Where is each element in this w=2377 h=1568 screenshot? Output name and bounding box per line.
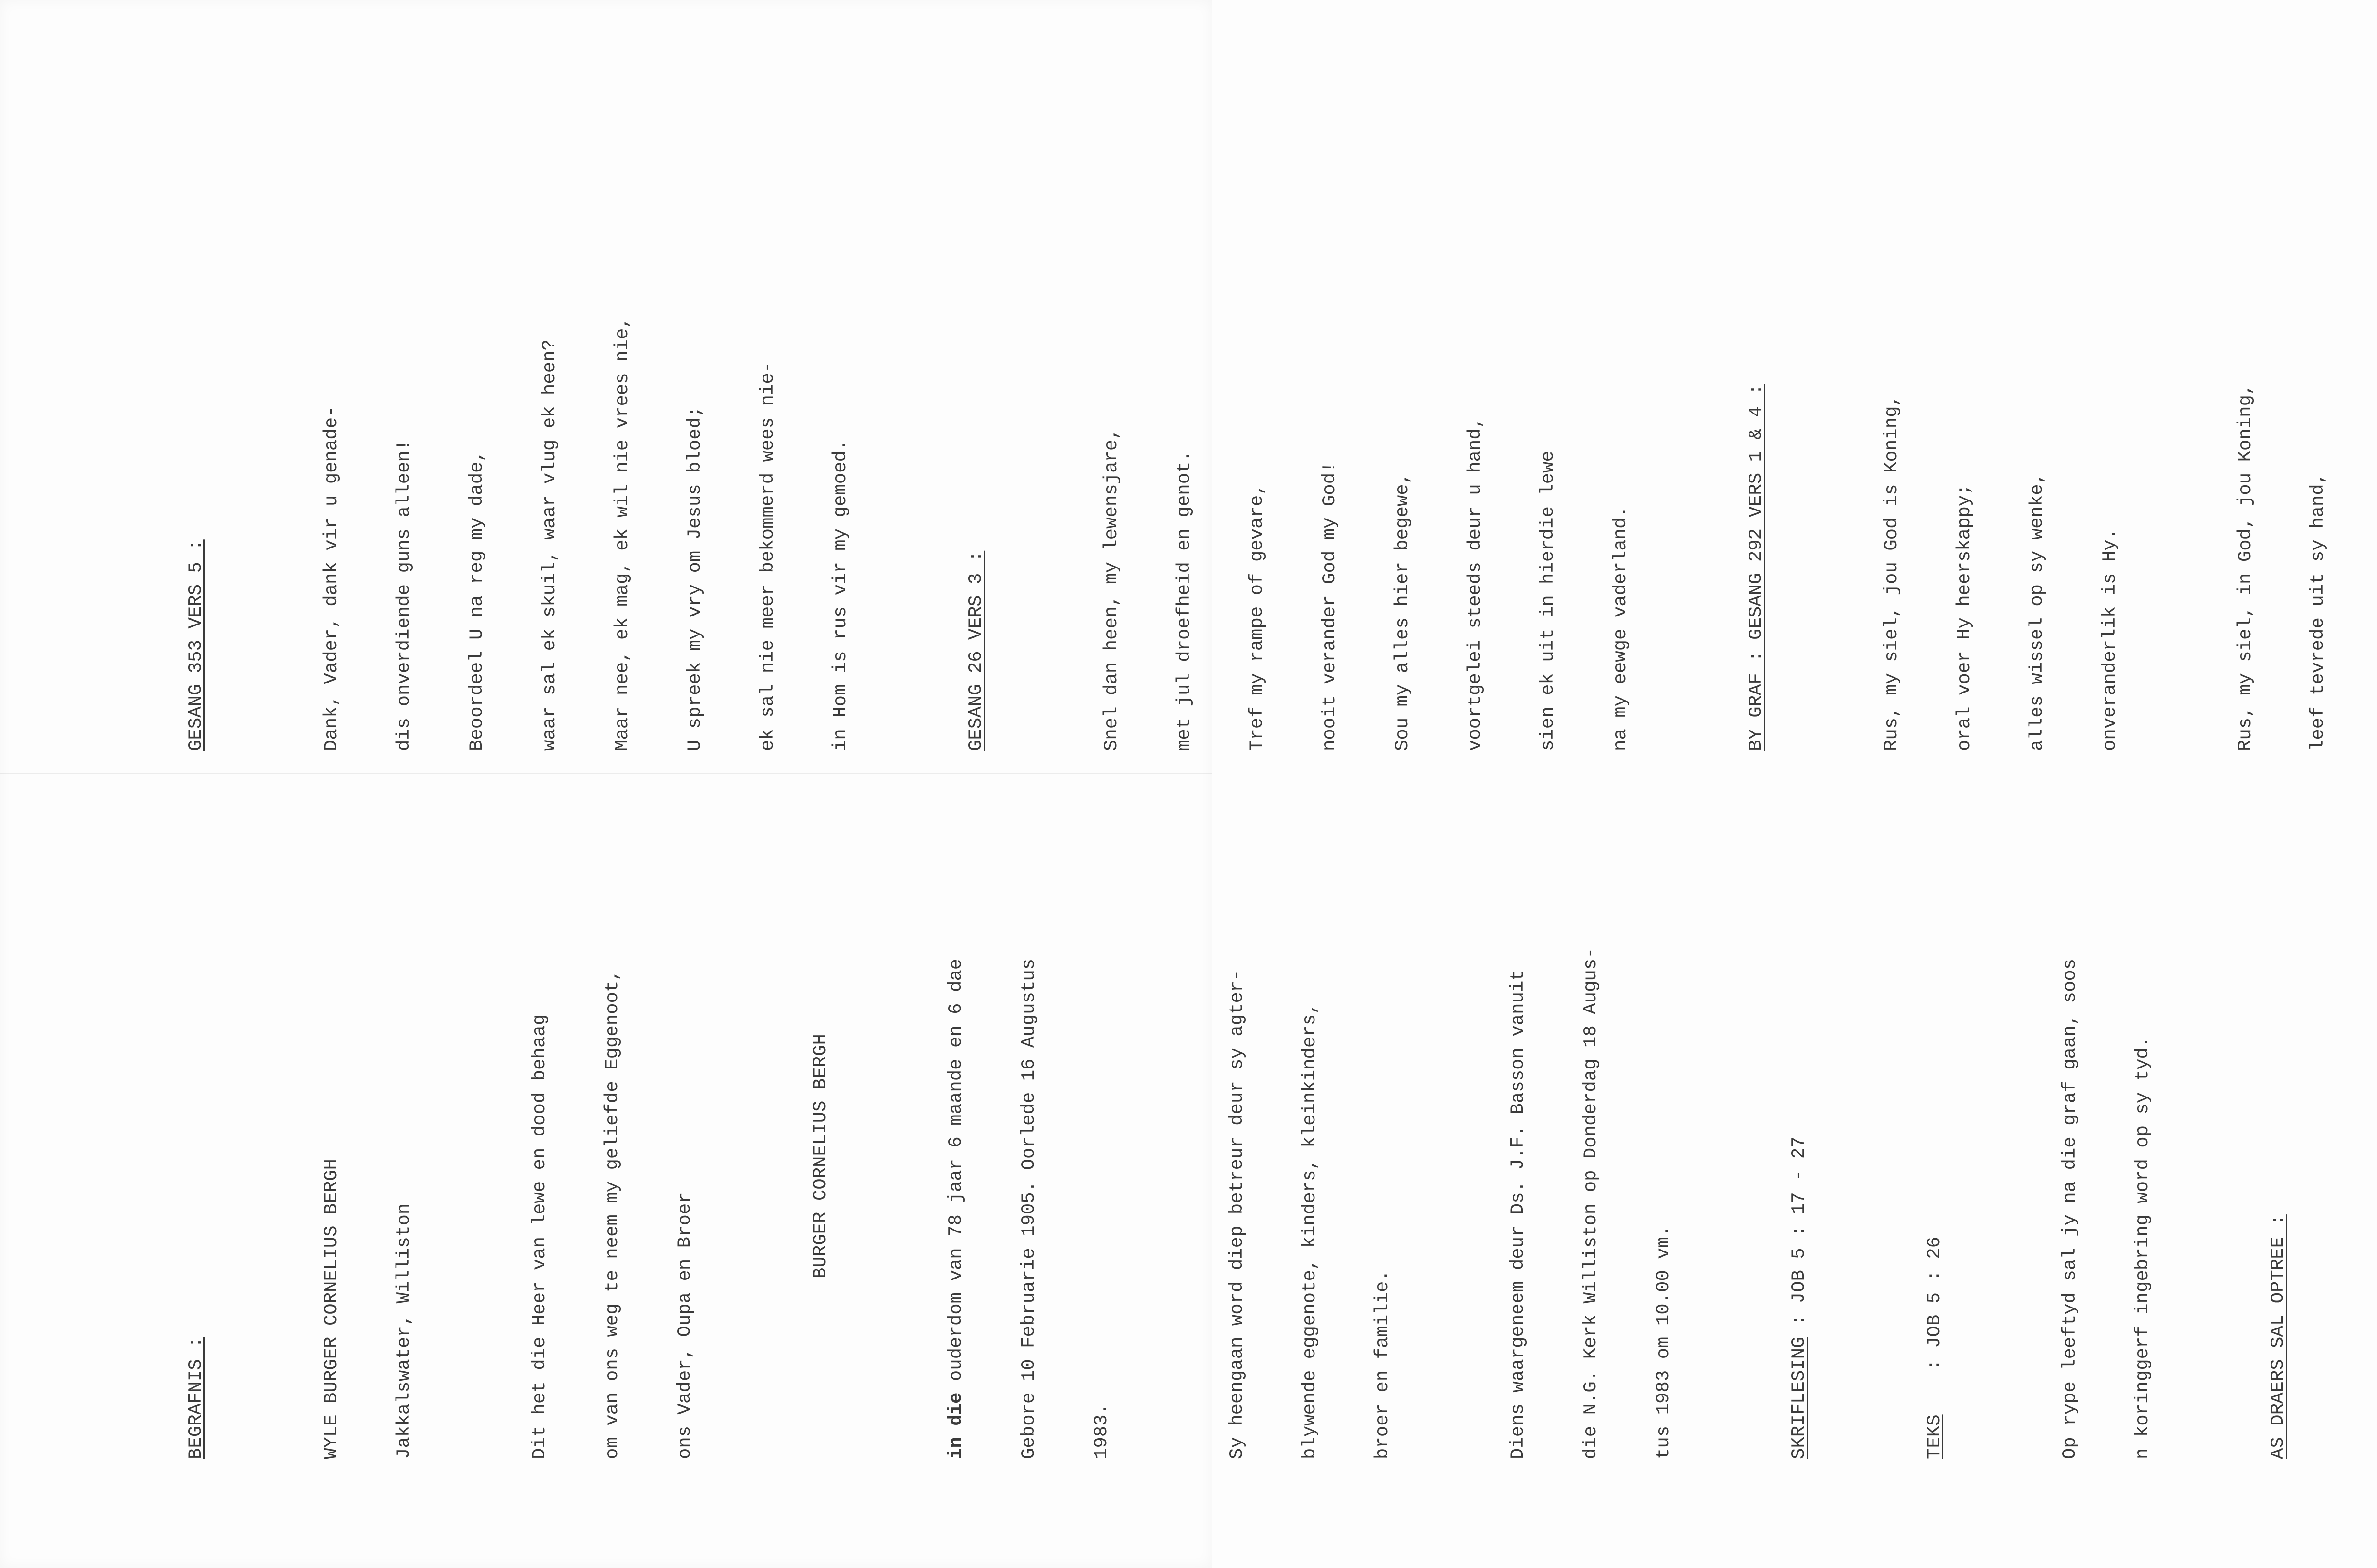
hymn-line: leef tevrede uit sy hand, xyxy=(2308,472,2329,751)
hymn-line: alles wissel op sy wenke, xyxy=(2027,472,2048,751)
text-label: TEKS xyxy=(1924,1414,1945,1459)
funeral-notice-bottom-panel xyxy=(135,784,2377,1459)
hymn-line: dis onverdiende guns alleen! xyxy=(394,439,415,751)
hymn-line: met jul droefheid en genot. xyxy=(1174,451,1195,751)
deceased-residence: Jakkalswater, Williston xyxy=(394,1203,415,1459)
hymn-line: Snel dan heen, my lewensjare, xyxy=(1101,428,1122,751)
mourned-line: blywende eggenote, kinders, kleinkinders, xyxy=(1299,1003,1320,1459)
graveside-hymn-heading: BY GRAF : GESANG 292 VERS 1 & 4 : xyxy=(1746,384,1767,751)
quote-line: n koringgerf ingebring word op sy tyd. xyxy=(2132,1036,2153,1459)
hymn-line: Dank, Vader, dank vir u genade- xyxy=(321,406,342,751)
scripture-label: SKRIFLESING xyxy=(1788,1337,1809,1459)
text-line xyxy=(1923,784,1947,1459)
intro-line: ons Vader, Oupa en Broer xyxy=(675,1192,696,1459)
mourned-line: broer en familie. xyxy=(1372,1270,1393,1459)
dates-line: 1983. xyxy=(1091,1403,1112,1459)
order-of-service-top-panel xyxy=(135,76,2377,751)
hymn-line: U spreek my vry om Jesus bloed; xyxy=(685,406,705,751)
hymn-line: Beoordeel U na reg my dade, xyxy=(466,451,487,751)
hymn-line: onveranderlik is Hy. xyxy=(2099,528,2120,751)
scripture-ref: : JOB 5 : 17 - 27 xyxy=(1788,1136,1809,1337)
quote-line: Op rype leeftyd sal jy na die graf gaan, soos xyxy=(2059,958,2080,1459)
mourned-line: Sy heengaan word diep betreur deur sy agter- xyxy=(1227,970,1247,1459)
hymn-line: Sou my alles hier begewe, xyxy=(1392,472,1413,751)
deceased-name: WYLE BURGER CORNELIUS BERGH xyxy=(321,1159,342,1459)
dates-line: Gebore 10 Februarie 1905. Oorlede 16 Augustus xyxy=(1018,958,1039,1459)
age-text: ouderdom van 78 jaar 6 maande en 6 dae xyxy=(946,958,966,1393)
bearers-heading: AS DRAERS SAL OPTREE : xyxy=(2268,1214,2289,1459)
hymn-line: ek sal nie meer bekommerd wees nie- xyxy=(757,361,778,751)
text-ref: : JOB 5 : 26 xyxy=(1924,1236,1945,1415)
hymn-line: oral voer Hy heerskappy; xyxy=(1954,484,1975,751)
hymn-line: nooit verander God my God! xyxy=(1319,462,1340,751)
age-line-1 xyxy=(944,784,968,1459)
intro-line: Dit het die Heer van lewe en dood behaag xyxy=(529,1014,550,1459)
hymn-line: sien ek uit in hierdie lewe xyxy=(1537,451,1558,751)
hymn-line: in Hom is rus vir my gemoed. xyxy=(830,439,851,751)
intro-line: om van ons weg te neem my geliefde Eggenoot, xyxy=(602,970,623,1459)
hymn-26-heading: GESANG 26 VERS 3 : xyxy=(966,550,986,751)
hymn-line: Rus, my siel, in God, jou Koning, xyxy=(2235,384,2256,751)
hymn-line: voortgelei steeds deur u hand, xyxy=(1465,417,1486,751)
service-line: die N.G. Kerk Williston op Donderdag 18 Augus- xyxy=(1580,947,1601,1459)
hymn-353-heading: GESANG 353 VERS 5 : xyxy=(185,539,206,751)
hymn-line: Rus, my siel, jou God is Koning, xyxy=(1881,395,1902,751)
hymn-line: Tref my rampe of gevare, xyxy=(1246,484,1267,751)
funeral-heading: BEGRAFNIS : xyxy=(185,1337,206,1459)
scripture-line xyxy=(1787,784,1811,1459)
hymn-line: waar sal ek skuil, waar vlug ek heen? xyxy=(539,339,560,751)
hymn-line: na my eewge vaderland. xyxy=(1610,506,1631,751)
age-bold: in die xyxy=(946,1392,966,1459)
service-line: Diens waargeneem deur Ds. J.F. Basson vanuit xyxy=(1507,970,1528,1459)
hymn-line: Maar nee, ek mag, ek wil nie vrees nie, xyxy=(612,317,633,751)
service-line: tus 1983 om 10.00 vm. xyxy=(1653,1225,1674,1459)
deceased-name-centered: BURGER CORNELIUS BERGH xyxy=(810,1034,831,1279)
